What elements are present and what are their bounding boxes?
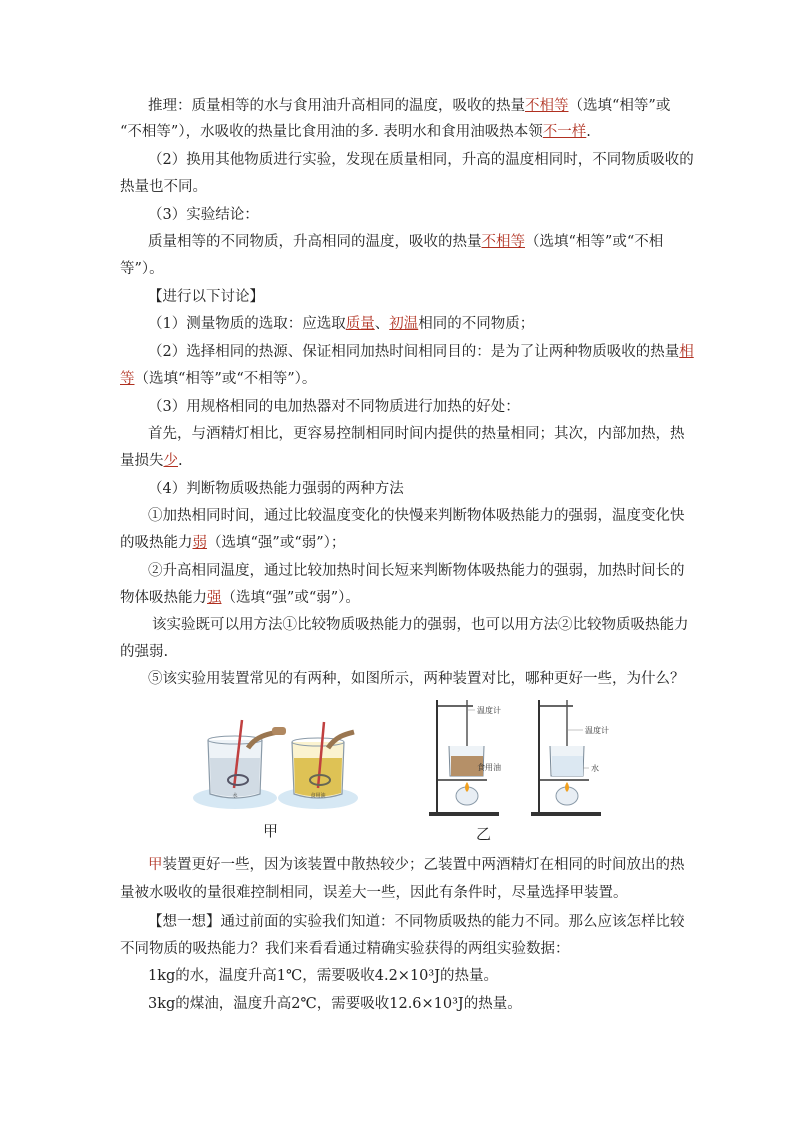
answer-line-2: 量被水吸收的量很难控制相同，误差大一些，因此有条件时，尽量选择甲装置。 xyxy=(120,885,628,901)
answer-blank: 初温 xyxy=(389,316,419,332)
thermometer-label: 温度计 xyxy=(477,706,501,715)
reasoning-line-2: “不相等”），水吸收的热量比食用油的多. 表明水和食用油吸热本领不一样. xyxy=(120,124,591,140)
beaker-water-label: 水 xyxy=(232,793,238,799)
discussion-heading: 【进行以下讨论】 xyxy=(148,289,264,305)
apparatus-jia-figure xyxy=(190,718,360,812)
figure-label-jia: 甲 xyxy=(263,822,279,840)
discussion-3-heading: （3）用规格相同的电加热器对不同物质进行加热的好处： xyxy=(148,399,520,415)
step-2-line-1: （2）换用其他物质进行实验，发现在质量相同，升高的温度相同时，不同物质吸收的 xyxy=(148,152,694,168)
figure-label-yi: 乙 xyxy=(476,825,492,843)
step-3-heading: （3）实验结论： xyxy=(148,207,259,223)
answer-blank: 相 xyxy=(679,344,694,360)
answer-blank: 质量 xyxy=(345,316,375,332)
stand-base xyxy=(429,812,499,816)
discussion-3-line-2: 量损失少. xyxy=(120,453,183,469)
method-2-line-2: 物体吸热能力强（选填“强”或“弱”）。 xyxy=(120,590,360,606)
reasoning-line-1: 推理：质量相等的水与食用油升高相同的温度，吸收的热量不相等（选填“相等”或 xyxy=(148,98,671,114)
answer-blank: 不相等 xyxy=(525,98,569,114)
answer-line-1: 甲装置更好一些，因为该装置中散热较少；乙装置中两酒精灯在相同的时间放出的热 xyxy=(148,857,685,873)
discussion-3-line-1: 首先，与酒精灯相比，更容易控制相同时间内提供的热量相同；其次，内部加热，热 xyxy=(148,426,685,442)
data-line-2: 3kg的煤油，温度升高2℃，需要吸收12.6×10³J的热量。 xyxy=(148,996,522,1012)
answer-blank: 甲 xyxy=(148,857,163,873)
stand-base xyxy=(531,812,601,816)
method-2-line-1: ②升高相同温度，通过比较加热时间长短来判断物体吸热能力的强弱，加热时间长的 xyxy=(148,563,685,579)
beaker-oil-label: 食用油 xyxy=(310,793,326,799)
conclusion-line-2: 等”）。 xyxy=(120,261,164,277)
discussion-2-line-1: （2）选择相同的热源、保证相同加热时间相同目的：是为了让两种物质吸收的热量相 xyxy=(148,344,694,360)
water-label: 水 xyxy=(591,764,599,773)
discussion-2-line-2: 等（选填“相等”或“不相等”）。 xyxy=(120,371,317,387)
apparatus-yi-figure xyxy=(425,696,625,822)
question-5: ⑤该实验用装置常见的有两种，如图所示，两种装置对比，哪种更好一些，为什么？ xyxy=(148,671,685,687)
method-1-line-1: ①加热相同时间，通过比较温度变化的快慢来判断物体吸热能力的强弱，温度变化快 xyxy=(148,508,685,524)
answer-blank: 弱 xyxy=(192,535,207,551)
discussion-4-heading: （4）判断物质吸热能力强弱的两种方法 xyxy=(148,481,404,497)
thermometer-label: 温度计 xyxy=(585,726,609,735)
answer-blank: 强 xyxy=(207,590,222,606)
answer-blank: 不一样 xyxy=(542,124,587,140)
both-methods-line-1: 该实验既可以用方法①比较物质吸热能力的强弱，也可以用方法②比较物质吸热能力 xyxy=(152,617,689,633)
water-liquid xyxy=(552,756,583,776)
discussion-1: （1）测量物质的选取：应选取质量、初温相同的不同物质； xyxy=(148,316,535,332)
method-1-line-2: 的吸热能力弱（选填“强”或“弱”）； xyxy=(120,535,346,551)
answer-blank: 等 xyxy=(120,371,135,387)
both-methods-line-2: 的强弱. xyxy=(120,644,169,660)
answer-blank: 不相等 xyxy=(481,234,525,250)
conclusion-line-1: 质量相等的不同物质，升高相同的温度，吸收的热量不相等（选填“相等”或“不相 xyxy=(148,234,664,250)
heater-plug xyxy=(272,727,286,735)
answer-blank: 少 xyxy=(163,453,178,469)
think-line-1: 【想一想】通过前面的实验我们知道：不同物质吸热的能力不同。那么应该怎样比较 xyxy=(148,914,685,930)
step-2-line-2: 热量也不同。 xyxy=(120,179,207,195)
oil-label: 食用油 xyxy=(477,763,501,772)
think-line-2: 不同物质的吸热能力？我们来看看通过精确实验获得的两组实验数据： xyxy=(120,941,570,957)
data-line-1: 1kg的水，温度升高1℃，需要吸收4.2×10³J的热量。 xyxy=(148,968,499,984)
